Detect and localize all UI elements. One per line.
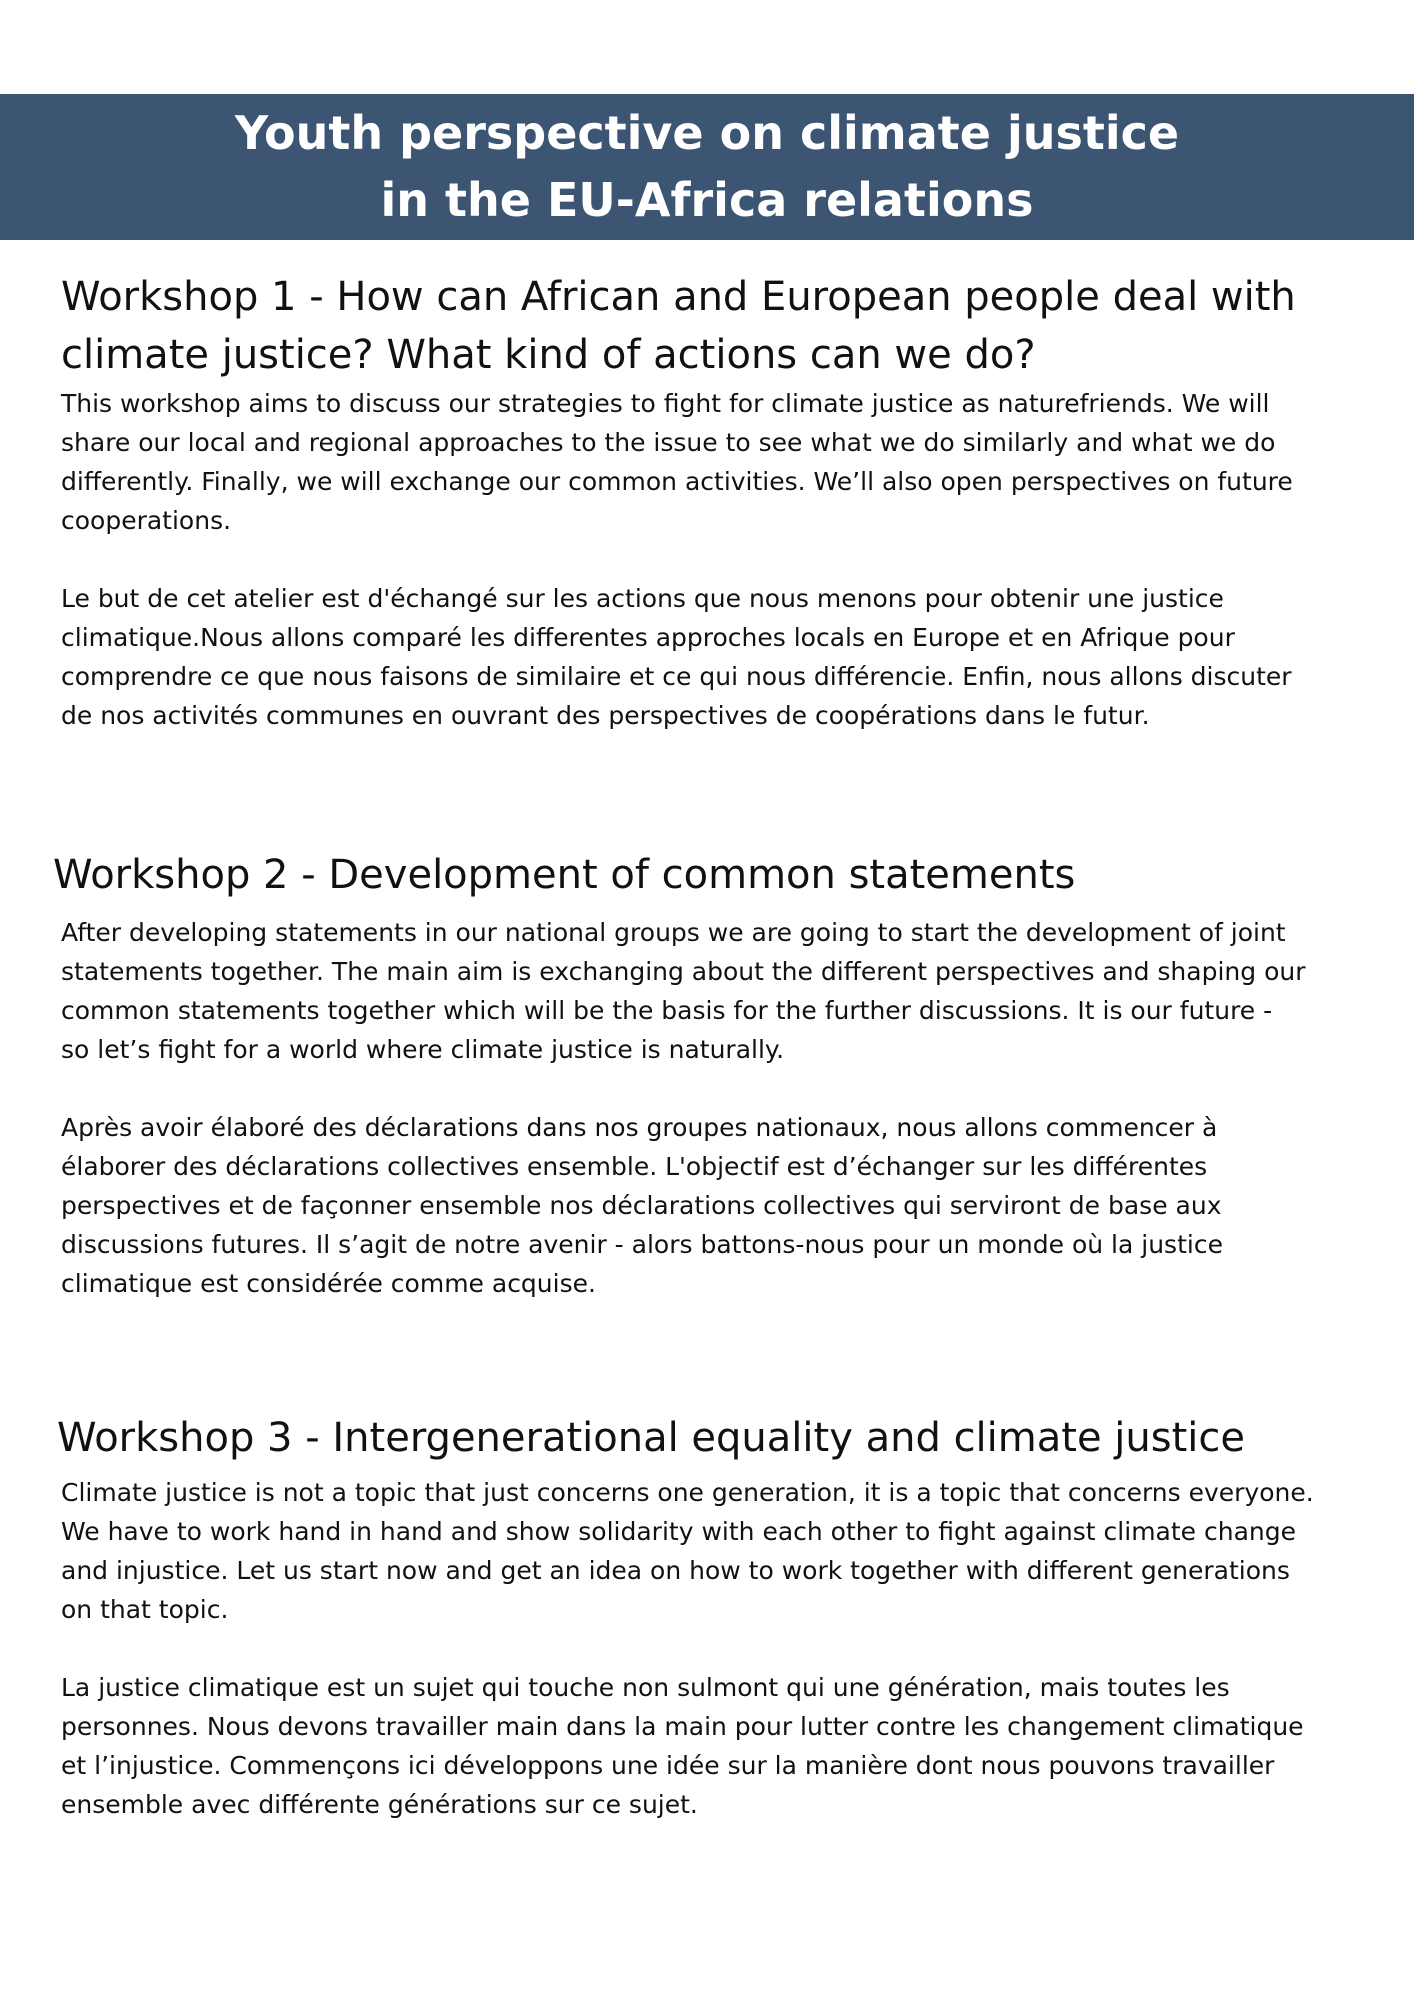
- title-banner: [0, 94, 1414, 240]
- text-line: statements together. The main aim is exchanging about the different perspectives and shaping our: [61, 957, 1306, 986]
- text-line: perspectives et de façonner ensemble nos déclarations collectives qui serviront de base aux: [61, 1191, 1222, 1220]
- workshop-2-french-paragraph: [61, 1108, 1391, 1303]
- workshop-2-section: [53, 846, 1391, 1303]
- workshop-2-description: [61, 913, 1391, 1303]
- text-line: on that topic.: [61, 1595, 229, 1624]
- text-line: common statements together which will be the basis for the further discussions. It is our future -: [61, 996, 1273, 1025]
- workshop-1-section: [61, 268, 1391, 735]
- text-line: personnes. Nous devons travailler main dans la main pour lutter contre les changement climatique: [61, 1712, 1304, 1741]
- text-line: and injustice. Let us start now and get an idea on how to work together with different generations: [61, 1556, 1290, 1585]
- workshop-2-title-line: Workshop 2 - Development of common statements: [53, 852, 1076, 898]
- text-line: This workshop aims to discuss our strategies to fight for climate justice as naturefriends. We will: [61, 389, 1270, 418]
- workshop-3-title-line: Workshop 3 - Intergenerational equality and climate justice: [57, 1415, 1245, 1461]
- text-line: We have to work hand in hand and show solidarity with each other to fight against climate change: [61, 1517, 1296, 1546]
- text-line: de nos activités communes en ouvrant des perspectives de coopérations dans le futur.: [61, 701, 1150, 730]
- workshop-3-description: [61, 1473, 1391, 1824]
- text-line: Après avoir élaboré des déclarations dans nos groupes nationaux, nous allons commencer à: [61, 1113, 1218, 1142]
- workshop-1-title: [61, 268, 1391, 384]
- text-line: comprendre ce que nous faisons de similaire et ce qui nous différencie. Enfin, nous allons discuter: [61, 662, 1292, 691]
- workshop-3-english-paragraph: [61, 1473, 1391, 1629]
- workshop-1-description: [61, 384, 1391, 735]
- workshop-1-title-line: climate justice? What kind of actions can we do?: [61, 332, 1036, 378]
- workshop-1-title-line: Workshop 1 - How can African and European people deal with: [61, 274, 1296, 320]
- text-line: share our local and regional approaches to the issue to see what we do similarly and what we do: [61, 428, 1276, 457]
- text-line: Le but de cet atelier est d'échangé sur les actions que nous menons pour obtenir une justice: [61, 584, 1224, 613]
- text-line: discussions futures. Il s’agit de notre avenir - alors battons-nous pour un monde où la justice: [61, 1230, 1223, 1259]
- text-line: so let’s fight for a world where climate justice is naturally.: [61, 1035, 785, 1064]
- text-line: ensemble avec différente générations sur ce sujet.: [61, 1790, 698, 1819]
- text-line: After developing statements in our national groups we are going to start the development of joint: [61, 918, 1286, 947]
- workshop-2-english-paragraph: [61, 913, 1391, 1069]
- text-line: climatique.Nous allons comparé les differentes approches locals en Europe et en Afrique pour: [61, 623, 1235, 652]
- workshop-1-english-paragraph: [61, 384, 1391, 540]
- text-line: differently. Finally, we will exchange our common activities. We’ll also open perspectives on future: [61, 467, 1293, 496]
- text-line: climatique est considérée comme acquise.: [61, 1269, 596, 1298]
- text-line: élaborer des déclarations collectives ensemble. L'objectif est d’échanger sur les différentes: [61, 1152, 1208, 1181]
- text-line: et l’injustice. Commençons ici développons une idée sur la manière dont nous pouvons travailler: [61, 1751, 1275, 1780]
- page-title-line-1: Youth perspective on climate justice: [234, 106, 1180, 160]
- text-line: cooperations.: [61, 506, 232, 535]
- workshop-3-title: [57, 1409, 1391, 1467]
- workshop-2-title: [53, 846, 1391, 904]
- workshop-3-french-paragraph: [61, 1668, 1391, 1824]
- workshop-1-french-paragraph: [61, 579, 1391, 735]
- workshop-3-section: [57, 1409, 1391, 1824]
- text-line: La justice climatique est un sujet qui touche non sulmont qui une génération, mais toutes les: [61, 1673, 1230, 1702]
- page-title-line-2: in the EU-Africa relations: [380, 173, 1034, 227]
- text-line: Climate justice is not a topic that just concerns one generation, it is a topic that concerns everyone.: [61, 1478, 1314, 1507]
